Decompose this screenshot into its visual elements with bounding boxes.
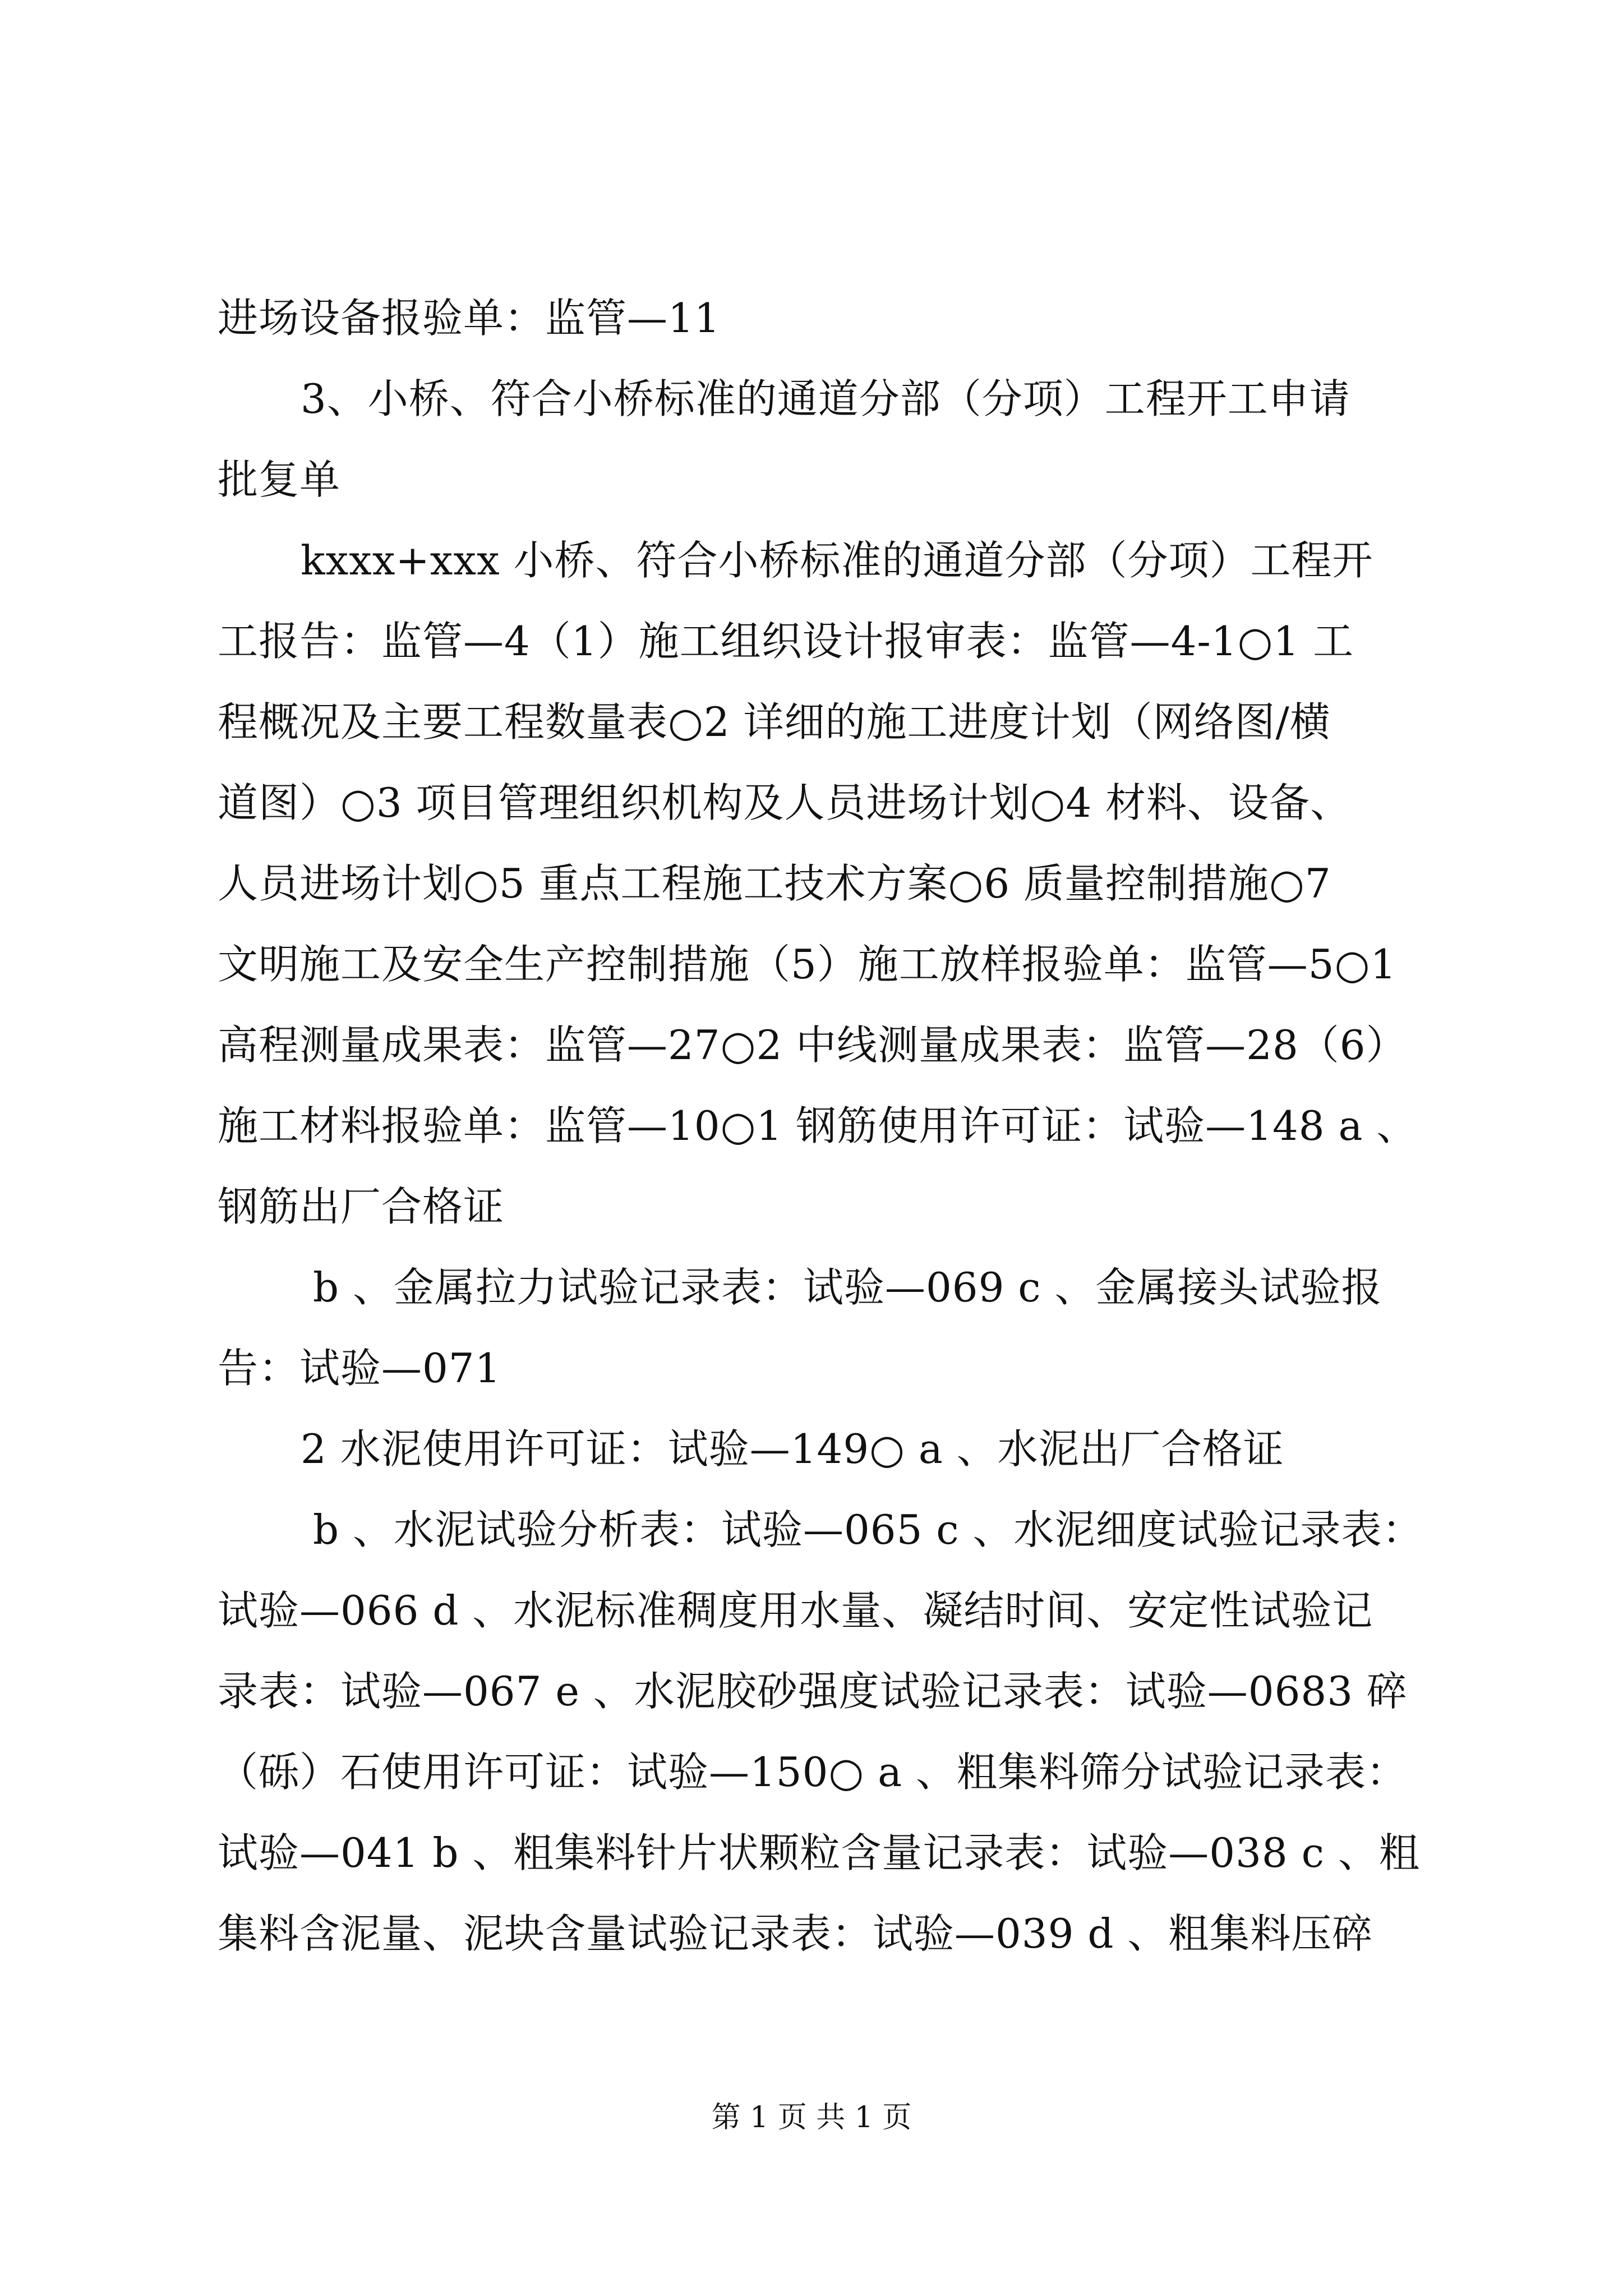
text-line: 施工材料报验单：监管—10○1 钢筋使用许可证：试验—148 a 、 (218, 1102, 1418, 1149)
page-number-footer: 第 1 页 共 1 页 (711, 2101, 912, 2134)
text-line: 批复单 (218, 456, 341, 503)
text-line: 钢筋出厂合格证 (218, 1183, 505, 1230)
text-line: （砾）石使用许可证：试验—150○ a 、粗集料筛分试验记录表： (218, 1749, 1407, 1796)
text-line: 高程测量成果表：监管—27○2 中线测量成果表：监管—28（6） (218, 1022, 1407, 1069)
text-line: 试验—066 d 、水泥标准稠度用水量、凝结时间、安定性试验记 (218, 1587, 1373, 1634)
text-line: 告：试验—071 (218, 1345, 501, 1392)
text-line: 进场设备报验单：监管—11 (218, 295, 721, 342)
paragraph-start-line: b 、水泥试验分析表：试验—065 c 、水泥细度试验记录表： (313, 1506, 1423, 1553)
text-line: 录表：试验—067 e 、水泥胶砂强度试验记录表：试验—0683 碎 (218, 1668, 1408, 1715)
paragraph-start-line: b 、金属拉力试验记录表：试验—069 c 、金属接头试验报 (313, 1264, 1382, 1311)
text-line: 文明施工及安全生产控制措施（5）施工放样报验单：监管—5○1 (218, 941, 1397, 988)
paragraph-start-line: kxxx+xxx 小桥、符合小桥标准的通道分部（分项）工程开 (301, 537, 1373, 584)
document-body (218, 278, 1423, 1974)
text-line: 程概况及主要工程数量表○2 详细的施工进度计划（网络图/横 (218, 698, 1331, 746)
section-heading-line: 3、小桥、符合小桥标准的通道分部（分项）工程开工申请 (301, 375, 1350, 422)
text-line: 试验—041 b 、粗集料针片状颗粒含量记录表：试验—038 c 、粗 (218, 1829, 1420, 1876)
paragraph-start-line: 2 水泥使用许可证：试验—149○ a 、水泥出厂合格证 (301, 1425, 1284, 1473)
text-line: 集料含泥量、泥块含量试验记录表：试验—039 d 、粗集料压碎 (218, 1910, 1373, 1957)
text-line: 工报告：监管—4（1）施工组织设计报审表：监管—4-1○1 工 (218, 618, 1354, 665)
text-line: 道图）○3 项目管理组织机构及人员进场计划○4 材料、设备、 (218, 779, 1352, 826)
text-line: 人员进场计划○5 重点工程施工技术方案○6 质量控制措施○7 (218, 860, 1331, 907)
